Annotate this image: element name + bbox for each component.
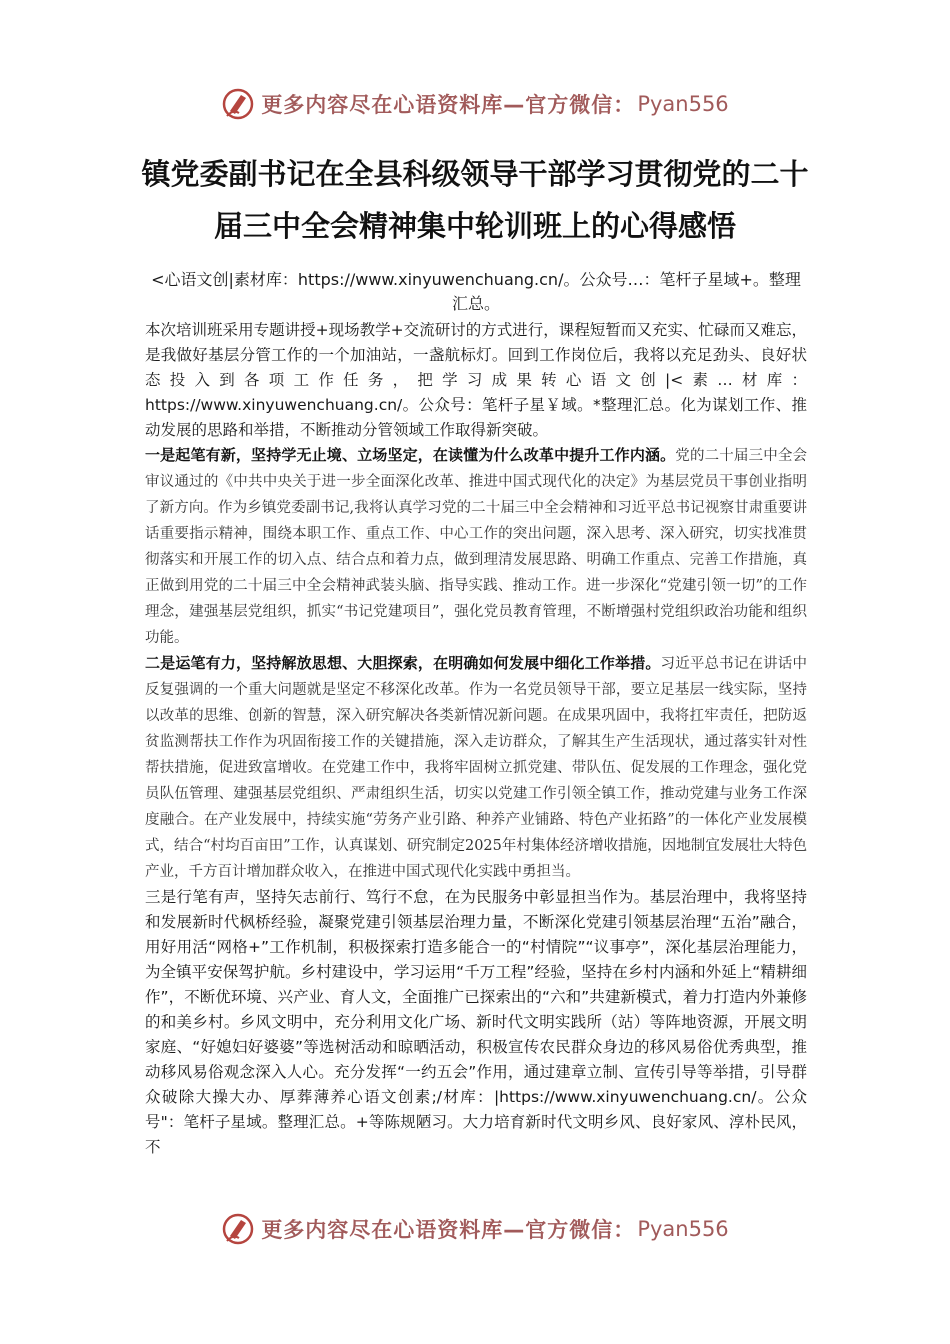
- pen-logo-icon: [221, 87, 255, 121]
- pen-logo-icon: [221, 1212, 255, 1246]
- paragraph-body: 习近平总书记在讲话中反复强调的一个重大问题就是坚定不移深化改革。作为一名党员领导干部，要立足基层一线实际，坚持以改革的思维、创新的智慧，深入研究解决各类新情况新问题。在成果巩固中，我将扛牢责任，把防返贫监测帮扶工作作为巩固衔接工作的关键措施，深入走访群众，了解其生产生活现状，通过落实针对性帮扶措施，促进致富增收。在党建工作中，我将牢固树立抓党建、带队伍、促发展的工作理念，强化党员队伍管理、建强基层党组织、严肃组织生活，切实以党建工作引领全镇工作，推动党建与业务工作深度融合。在产业发展中，持续实施“劳务产业引路、种养产业铺路、特色产业拓路”的一体化产业发展模式，结合“村均百亩田”工作，认真谋划、研究制定2025年村集体经济增收措施，因地制宜发展壮大特色产业，千方百计增加群众收入，在推进中国式现代化实践中勇担当。: [145, 656, 807, 880]
- paragraph-lead: 二是运笔有力，坚持解放思想、大胆探索，在明确如何发展中细化工作举措。: [145, 654, 661, 672]
- paragraph-body: 本次培训班采用专题讲授+现场教学+交流研讨的方式进行，课程短暂而又充实、忙碌而又难忘，是我做好基层分管工作的一个加油站，一盏航标灯。回到工作岗位后，我将以充足劲头、良好状态投入到各项工作任务，把学习成果转心语文创|<素…材库：https://www.xinyuwenchuang.cn/。公众号：笔杆子星￥域。*整理汇总。化为谋划工作、推动发展的思路和举措，不断推动分管领域工作取得新突破。: [145, 321, 807, 439]
- footer-banner: [0, 1209, 950, 1249]
- document-body: [145, 318, 807, 1160]
- paragraph-body: 三是行笔有声，坚持矢志前行、笃行不怠，在为民服务中彰显担当作为。基层治理中，我将坚持和发展新时代枫桥经验，凝聚党建引领基层治理力量，不断深化党建引领基层治理“五治”融合，用好用活“网格+”工作机制，积极探索打造多能合一的“村情院”“议事亭”，深化基层治理能力，为全镇平安保驾护航。乡村建设中，学习运用“千万工程”经验，坚持在乡村内涵和外延上“精耕细作”，不断优环境、兴产业、育人文，全面推广已探索出的“六和”共建新模式，着力打造内外兼修的和美乡村。乡风文明中，充分利用文化广场、新时代文明实践所（站）等阵地资源，开展文明家庭、“好媳妇好婆婆”等选树活动和晾晒活动，积极宣传农民群众身边的移风易俗优秀典型，推动移风易俗观念深入人心。充分发挥“一约五会”作用，通过建章立制、宣传引导等举措，引导群众破除大操大办、厚葬薄养心语文创素;/材库：|https://www.xinyuwenchuang.cn/。公众号"：笔杆子星域。整理汇总。+等陈规陋习。大力培育新时代文明乡风、良好家风、淳朴民风，不: [145, 888, 807, 1156]
- wechat-id: Pyan556: [637, 92, 729, 116]
- banner-text: 更多内容尽在心语资料库—官方微信：: [261, 1218, 636, 1242]
- document-title: 镇党委副书记在全县科级领导干部学习贯彻党的二十届三中全会精神集中轮训班上的心得感悟: [141, 157, 809, 243]
- paragraph-3: [145, 651, 807, 885]
- paragraph-1: [145, 318, 807, 443]
- header-banner: [0, 84, 950, 124]
- banner-text: 更多内容尽在心语资料库—官方微信：: [261, 93, 636, 117]
- paragraph-lead: 一是起笔有新，坚持学无止境、立场坚定，在读懂为什么改革中提升工作内涵。: [145, 446, 676, 464]
- wechat-id: Pyan556: [637, 1217, 729, 1241]
- paragraph-body: 党的二十届三中全会审议通过的《中共中央关于进一步全面深化改革、推进中国式现代化的决定》为基层党员干事创业指明了新方向。作为乡镇党委副书记,我将认真学习党的二十届三中全会精神和习近平总书记视察甘肃重要讲话重要指示精神，围绕本职工作、重点工作、中心工作的突出问题，深入思考、深入研究，切实找准贯彻落实和开展工作的切入点、结合点和着力点，做到理清发展思路、明确工作重点、完善工作措施，真正做到用党的二十届三中全会精神武装头脑、指导实践、推动工作。进一步深化“党建引领一切”的工作理念，建强基层党组织，抓实“书记党建项目”，强化党员教育管理，不断增强村党组织政治功能和组织功能。: [145, 448, 808, 646]
- intro-line: <心语文创|素材库：https://www.xinyuwenchuang.cn/。公众号…：笔杆子星域+。整理汇总。: [151, 270, 801, 313]
- paragraph-2: [145, 443, 807, 651]
- paragraph-4: [145, 885, 807, 1160]
